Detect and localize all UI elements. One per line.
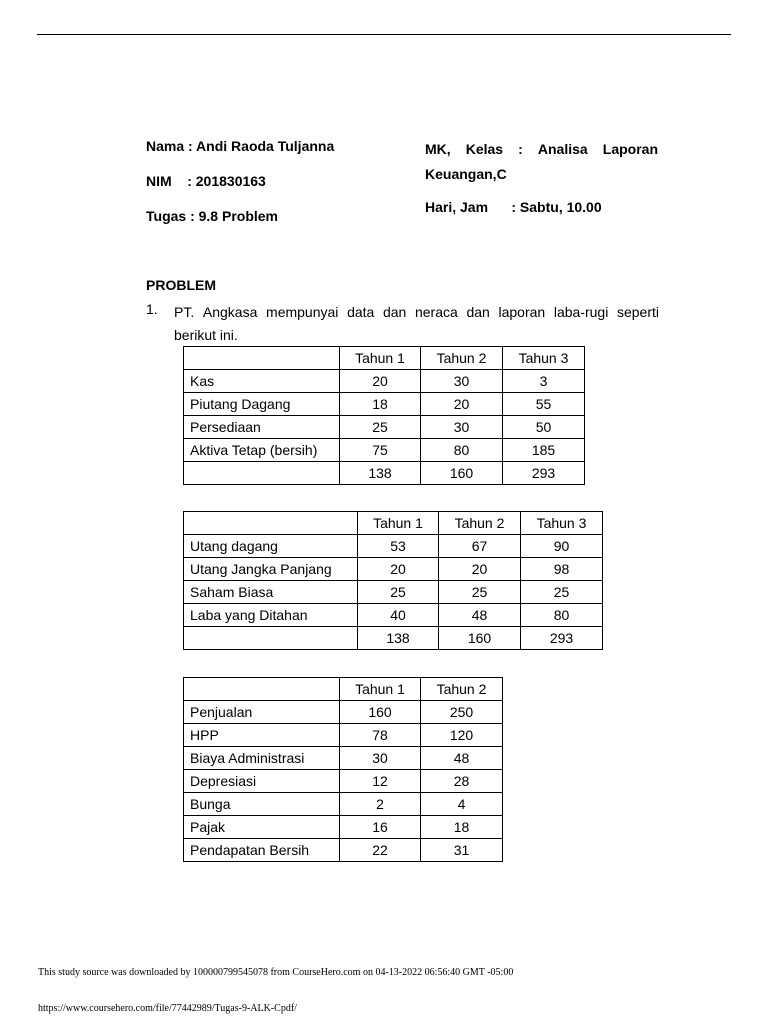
problem-text <box>174 301 659 347</box>
top-divider <box>37 34 731 35</box>
table-row: Kas 20 30 3 <box>184 370 585 393</box>
course-class <box>425 137 658 187</box>
problem-number: 1. <box>146 301 158 317</box>
table-row: Piutang Dagang 18 20 55 <box>184 393 585 416</box>
table-row: Penjualan 160 250 <box>184 701 503 724</box>
source-url[interactable]: https://www.coursehero.com/file/77442989/Tugas-9-ALK-Cpdf/ <box>38 1003 297 1014</box>
table-row: Persediaan 25 30 50 <box>184 416 585 439</box>
course-class-line1: MK, Kelas : Analisa Laporan <box>425 141 658 157</box>
table-row: Pendapatan Bersih 22 31 <box>184 839 503 862</box>
problem-text-line1: PT. Angkasa mempunyai data dan neraca dan laporan laba-rugi seperti <box>174 304 659 320</box>
assignment-label: Tugas : 9.8 Problem <box>146 208 278 224</box>
table-row: Bunga 2 4 <box>184 793 503 816</box>
table-row: Utang dagang 53 67 90 <box>184 535 603 558</box>
table-total-row: 138 160 293 <box>184 462 585 485</box>
table-row: Biaya Administrasi 30 48 <box>184 747 503 770</box>
table-row: Pajak 16 18 <box>184 816 503 839</box>
table-header-row: Tahun 1 Tahun 2 <box>184 678 503 701</box>
day-time: Hari, Jam : Sabtu, 10.00 <box>425 199 602 215</box>
table-row: Saham Biasa 25 25 25 <box>184 581 603 604</box>
table-row: Depresiasi 12 28 <box>184 770 503 793</box>
table-row: Utang Jangka Panjang 20 20 98 <box>184 558 603 581</box>
income-statement-table <box>183 677 503 862</box>
student-name: Nama : Andi Raoda Tuljanna <box>146 138 335 154</box>
course-class-line2: Keuangan,C <box>425 166 507 182</box>
table-total-row: 138 160 293 <box>184 627 603 650</box>
table-header-row: Tahun 1 Tahun 2 Tahun 3 <box>184 512 603 535</box>
problem-text-line2: berikut ini. <box>174 327 238 343</box>
table-row: HPP 78 120 <box>184 724 503 747</box>
problem-heading: PROBLEM <box>146 277 216 293</box>
table-row: Aktiva Tetap (bersih) 75 80 185 <box>184 439 585 462</box>
student-nim: NIM : 201830163 <box>146 173 266 189</box>
liabilities-table <box>183 511 603 650</box>
table-header-row: Tahun 1 Tahun 2 Tahun 3 <box>184 347 585 370</box>
table-row: Laba yang Ditahan 40 48 80 <box>184 604 603 627</box>
download-note: This study source was downloaded by 100000799545078 from CourseHero.com on 04-13-2022 06:56:40 GMT -05:00 <box>38 967 514 978</box>
assets-table <box>183 346 585 485</box>
